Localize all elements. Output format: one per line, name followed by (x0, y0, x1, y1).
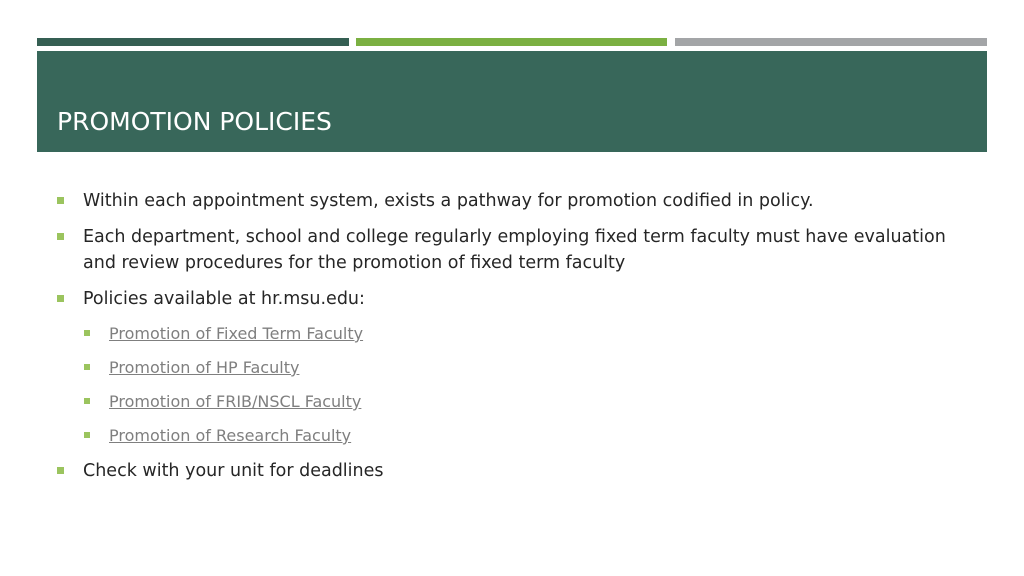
bullet-item (57, 286, 957, 312)
slide-title: PROMOTION POLICIES (57, 107, 332, 136)
link-frib-nscl-faculty[interactable]: Promotion of FRIB/NSCL Faculty (109, 392, 362, 411)
link-hp-faculty[interactable]: Promotion of HP Faculty (109, 358, 300, 377)
square-bullet-icon (57, 467, 64, 474)
accent-bar-dark (37, 38, 349, 46)
bullet-text: Within each appointment system, exists a pathway for promotion codified in policy. (83, 191, 814, 211)
sub-bullet-item (84, 424, 957, 448)
square-bullet-icon (57, 197, 64, 204)
square-bullet-icon (84, 398, 90, 404)
bullet-text: Check with your unit for deadlines (83, 461, 384, 481)
accent-bar-green (356, 38, 667, 46)
bullet-text: Policies available at hr.msu.edu: (83, 289, 365, 309)
sub-bullet-item (84, 322, 957, 346)
link-research-faculty[interactable]: Promotion of Research Faculty (109, 426, 352, 445)
title-band (37, 51, 987, 152)
square-bullet-icon (84, 364, 90, 370)
bullet-item (57, 224, 957, 276)
bullet-list (57, 188, 957, 494)
bullet-item (57, 188, 957, 214)
accent-bar-gray (675, 38, 987, 46)
bullet-text: Each department, school and college regularly employing fixed term faculty must have evaluation and review procedures for the promotion of fixed term faculty (83, 227, 946, 273)
sub-bullet-item (84, 356, 957, 380)
square-bullet-icon (57, 233, 64, 240)
square-bullet-icon (57, 295, 64, 302)
sub-bullet-item (84, 390, 957, 414)
link-fixed-term-faculty[interactable]: Promotion of Fixed Term Faculty (109, 324, 364, 343)
square-bullet-icon (84, 432, 90, 438)
bullet-item (57, 458, 957, 484)
square-bullet-icon (84, 330, 90, 336)
policy-link-list (57, 322, 957, 448)
